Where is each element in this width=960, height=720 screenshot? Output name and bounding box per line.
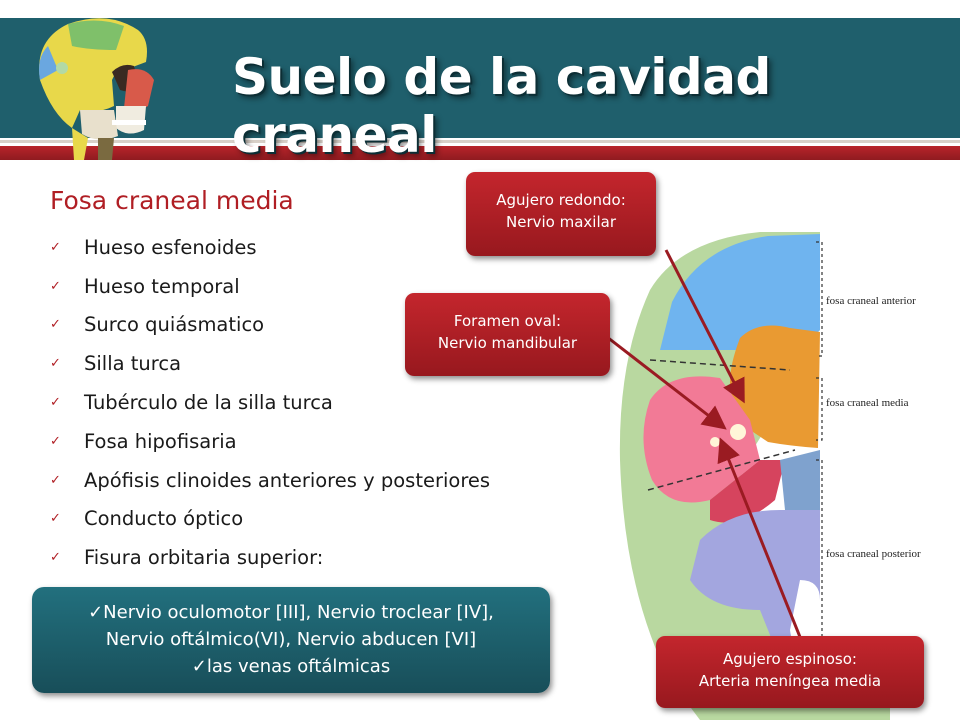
callout-agujero-redondo (466, 172, 656, 256)
check-icon: ✓ (50, 433, 61, 449)
check-icon: ✓ (50, 511, 61, 527)
item-text: Conducto óptico (84, 507, 244, 531)
list-item (50, 228, 490, 267)
item-text: Silla turca (84, 352, 182, 376)
item-text: Fisura orbitaria superior: (84, 546, 324, 570)
list-item (50, 422, 490, 461)
callout-agujero-espinoso (656, 636, 924, 708)
check-icon: ✓ (50, 472, 61, 488)
item-text: Fosa hipofisaria (84, 429, 237, 453)
check-icon: ✓ (50, 239, 61, 255)
check-icon: ✓ (191, 656, 207, 677)
callout-foramen-oval (405, 293, 610, 376)
callout-title: Agujero espinoso: (723, 650, 857, 668)
callout-title: Foramen oval: (453, 312, 562, 330)
list-item (50, 538, 490, 577)
label-fosa-media: fosa craneal media (826, 397, 909, 409)
check-icon: ✓ (50, 550, 61, 566)
callout-subtitle: Nervio mandibular (437, 334, 578, 352)
check-icon: ✓ (50, 356, 61, 372)
item-text: Tubérculo de la silla turca (84, 391, 333, 415)
callout-subtitle: Arteria meníngea media (698, 672, 882, 690)
label-fosa-anterior: fosa craneal anterior (826, 295, 916, 307)
skull-icon (28, 10, 178, 162)
list-item (50, 500, 490, 539)
nerve-info-box (32, 587, 550, 693)
item-text: Apófisis clinoides anteriores y posteriores (84, 468, 491, 492)
page-title: Suelo de la cavidad craneal (232, 48, 771, 164)
item-text: Surco quiásmatico (84, 313, 265, 337)
list-item (50, 383, 490, 422)
nerve-line-3: ✓las venas oftálmicas (191, 656, 391, 677)
label-fosa-posterior: fosa craneal posterior (826, 548, 921, 560)
check-icon: ✓ (88, 602, 104, 623)
check-icon: ✓ (50, 317, 61, 333)
section-title: Fosa craneal media (50, 186, 294, 215)
item-text: Hueso esfenoides (84, 235, 257, 259)
check-icon: ✓ (50, 395, 61, 411)
item-text: Hueso temporal (84, 274, 240, 298)
nerve-line-1: ✓Nervio oculomotor [III], Nervio troclear [IV], (88, 602, 494, 623)
list-item (50, 461, 490, 500)
check-icon: ✓ (50, 278, 61, 294)
nerve-line-2: Nervio oftálmico(VI), Nervio abducen [VI] (105, 629, 477, 650)
item-list (50, 228, 490, 577)
callout-title: Agujero redondo: (496, 191, 626, 209)
callout-subtitle: Nervio maxilar (506, 213, 616, 231)
